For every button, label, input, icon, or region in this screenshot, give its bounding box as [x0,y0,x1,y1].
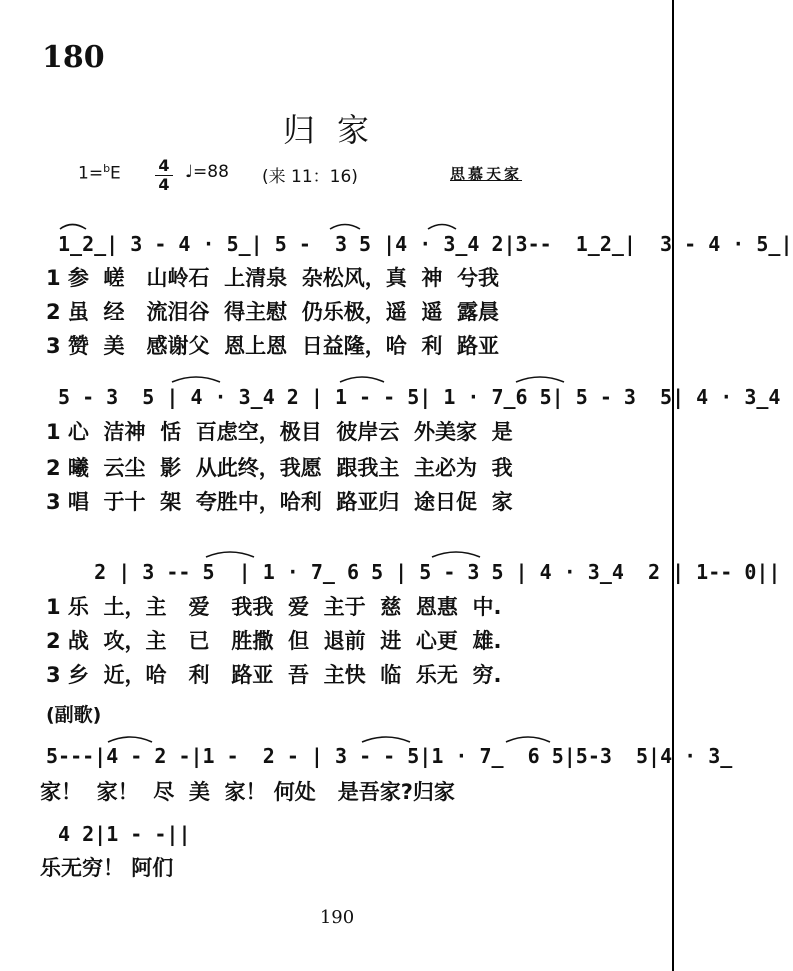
slur-8 [432,552,480,557]
hymn-number: 180 [42,40,105,75]
lyric-line-3-2: 2 战 攻，主 已 胜撒 但 退前 进 心更 雄. [46,629,502,653]
slur-7 [206,552,254,557]
slur-1 [60,225,86,230]
slur-3 [428,225,456,230]
slur-10 [362,737,410,742]
notation-line-2: 5 - 3 5 | 4 · 3̲4 2 | 1 - - 5| 1 · 7̲6 5| 5 - 3 5| 4 · 3̲4 [58,385,781,409]
time-signature-top: 4 [158,156,170,175]
key-prefix: 1= [78,163,104,184]
key-note: E [110,163,121,184]
lyric-line-3-3: 3 乡 近，哈 利 路亚 吾 主快 临 乐无 穷. [46,663,502,687]
slur-5 [340,377,384,382]
lyric-line-1-3: 3 赞 美 感谢父 恩上恩 日益隆，哈 利 路亚 [46,334,499,358]
slur-11 [506,737,550,742]
key-flat: b [103,162,111,175]
tune-name: 思慕天家 [450,165,523,183]
lyric-line-2-1: 1 心 洁神 恬 百虑空，极目 彼岸云 外美家 是 [46,420,513,444]
lyric-line-2-3: 3 唱 于十 架 夸胜中，哈利 路亚归 途日促 家 [46,490,513,514]
page-number: 190 [319,907,355,928]
lyric-line-1-1: 1 参 嵯 山岭石 上清泉 杂松风，真 神 兮我 [46,266,499,290]
lyric-line-1-2: 2 虽 经 流泪谷 得主慰 仍乐极，遥 遥 露晨 [46,300,499,324]
slur-2 [330,225,360,230]
slur-4 [172,377,220,382]
slur-9 [108,737,152,742]
notation-line-1: 1̲2̲| 3 - 4 · 5̲| 5 - 3 5 |4 · 3̲4 2|3-- 1̲2̲| 3 - 4 · 5̲| [58,232,793,256]
time-signature-bottom: 4 [158,175,170,194]
tempo-marking: ♩=88 [185,162,229,182]
refrain-notation-line-1: 5---|4 - 2 -|1 - 2 - | 3 - - 5|1 · 7̲ 6 5|5-3 5|4 · 3̲ [46,744,733,768]
refrain-lyric-line-1: 家！ 家！ 尽 美 家！ 何处 是吾家?归家 [40,780,455,804]
refrain-notation-line-2: 4 2|1 - -|| [46,822,191,846]
scripture-reference: (来 11：16) [262,167,358,187]
refrain-lyric-line-2: 乐无穷！ 阿们 [40,856,174,880]
notation-line-3: 2 | 3 -- 5 | 1 · 7̲ 6 5 | 5 - 3 5 | 4 · 3̲4 2 | 1-- 0|| [58,560,781,584]
lyric-line-3-1: 1 乐 土，主 爱 我我 爱 主于 慈 恩惠 中. [46,595,502,619]
hymn-title: 归家 [282,111,391,149]
slur-6 [516,377,564,382]
refrain-label: (副歌) [46,704,102,726]
lyric-line-2-2: 2 曦 云尘 影 从此终，我愿 跟我主 主必为 我 [46,456,513,480]
